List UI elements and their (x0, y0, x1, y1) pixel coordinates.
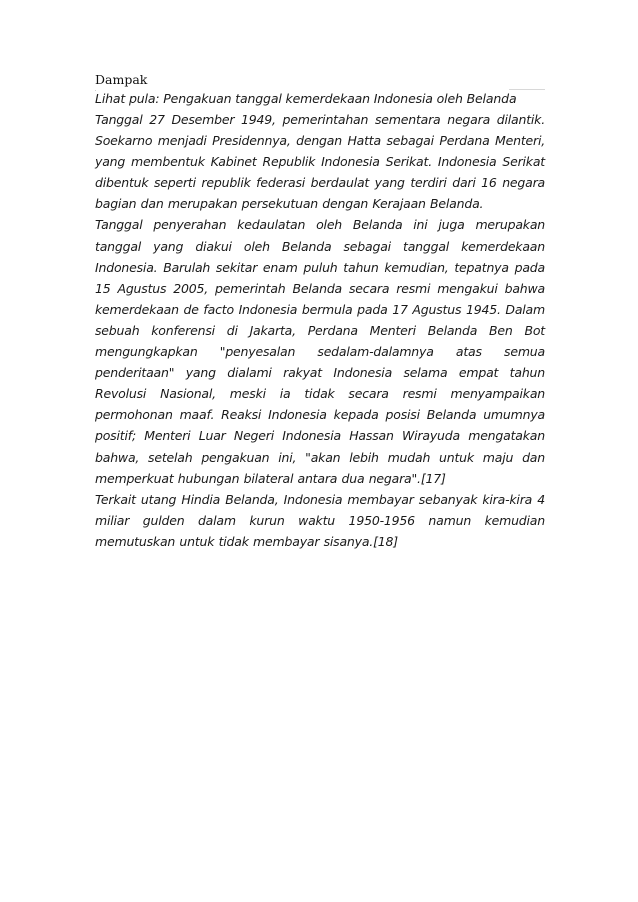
paragraph-debt: Terkait utang Hindia Belanda, Indonesia membayar sebanyak kira-kira 4 miliar gulden dalam kurun waktu 1950-1956 namun kemudian memutuskan untuk tidak membayar sisanya.[18] (95, 491, 545, 549)
paragraph-government: Tanggal 27 Desember 1949, pemerintahan sementara negara dilantik. Soekarno menjadi Presidennya, dengan Hatta sebagai Perdana Menteri, yang membentuk Kabinet Republik Indonesia Serikat. Indonesia Serikat dibentuk seperti republik federasi berdaulat yang terdiri dari 16 negara bagian dan merupakan persekutuan dengan Kerajaan Belanda. (95, 112, 545, 212)
see-also-note: Lihat pula: Pengakuan tanggal kemerdekaan Indonesia oleh Belanda (95, 91, 517, 106)
document-page (95, 72, 545, 552)
section-heading: Dampak (95, 72, 148, 87)
paragraph-recognition: Tanggal penyerahan kedaulatan oleh Belanda ini juga merupakan tanggal yang diakui oleh Belanda sebagai tanggal kemerdekaan Indonesia. Barulah sekitar enam puluh tahun kemudian, tepatnya pada 15 Agustus 2005, pemerintah Belanda secara resmi mengakui bahwa kemerdekaan de facto Indonesia bermula pada 17 Agustus 1945. Dalam sebuah konferensi di Jakarta, Perdana Menteri Belanda Ben Bot mengungkapkan "penyesalan sedalam-dalamnya atas semua penderitaan" yang dialami rakyat Indonesia selama empat tahun Revolusi Nasional, meski ia tidak secara resmi menyampaikan permohonan maaf. Reaksi Indonesia kepada posisi Belanda umumnya positif; Menteri Luar Negeri Indonesia Hassan Wirayuda mengatakan bahwa, setelah pengakuan ini, "akan lebih mudah untuk maju dan memperkuat hubungan bilateral antara dua negara".[17] (95, 217, 545, 486)
